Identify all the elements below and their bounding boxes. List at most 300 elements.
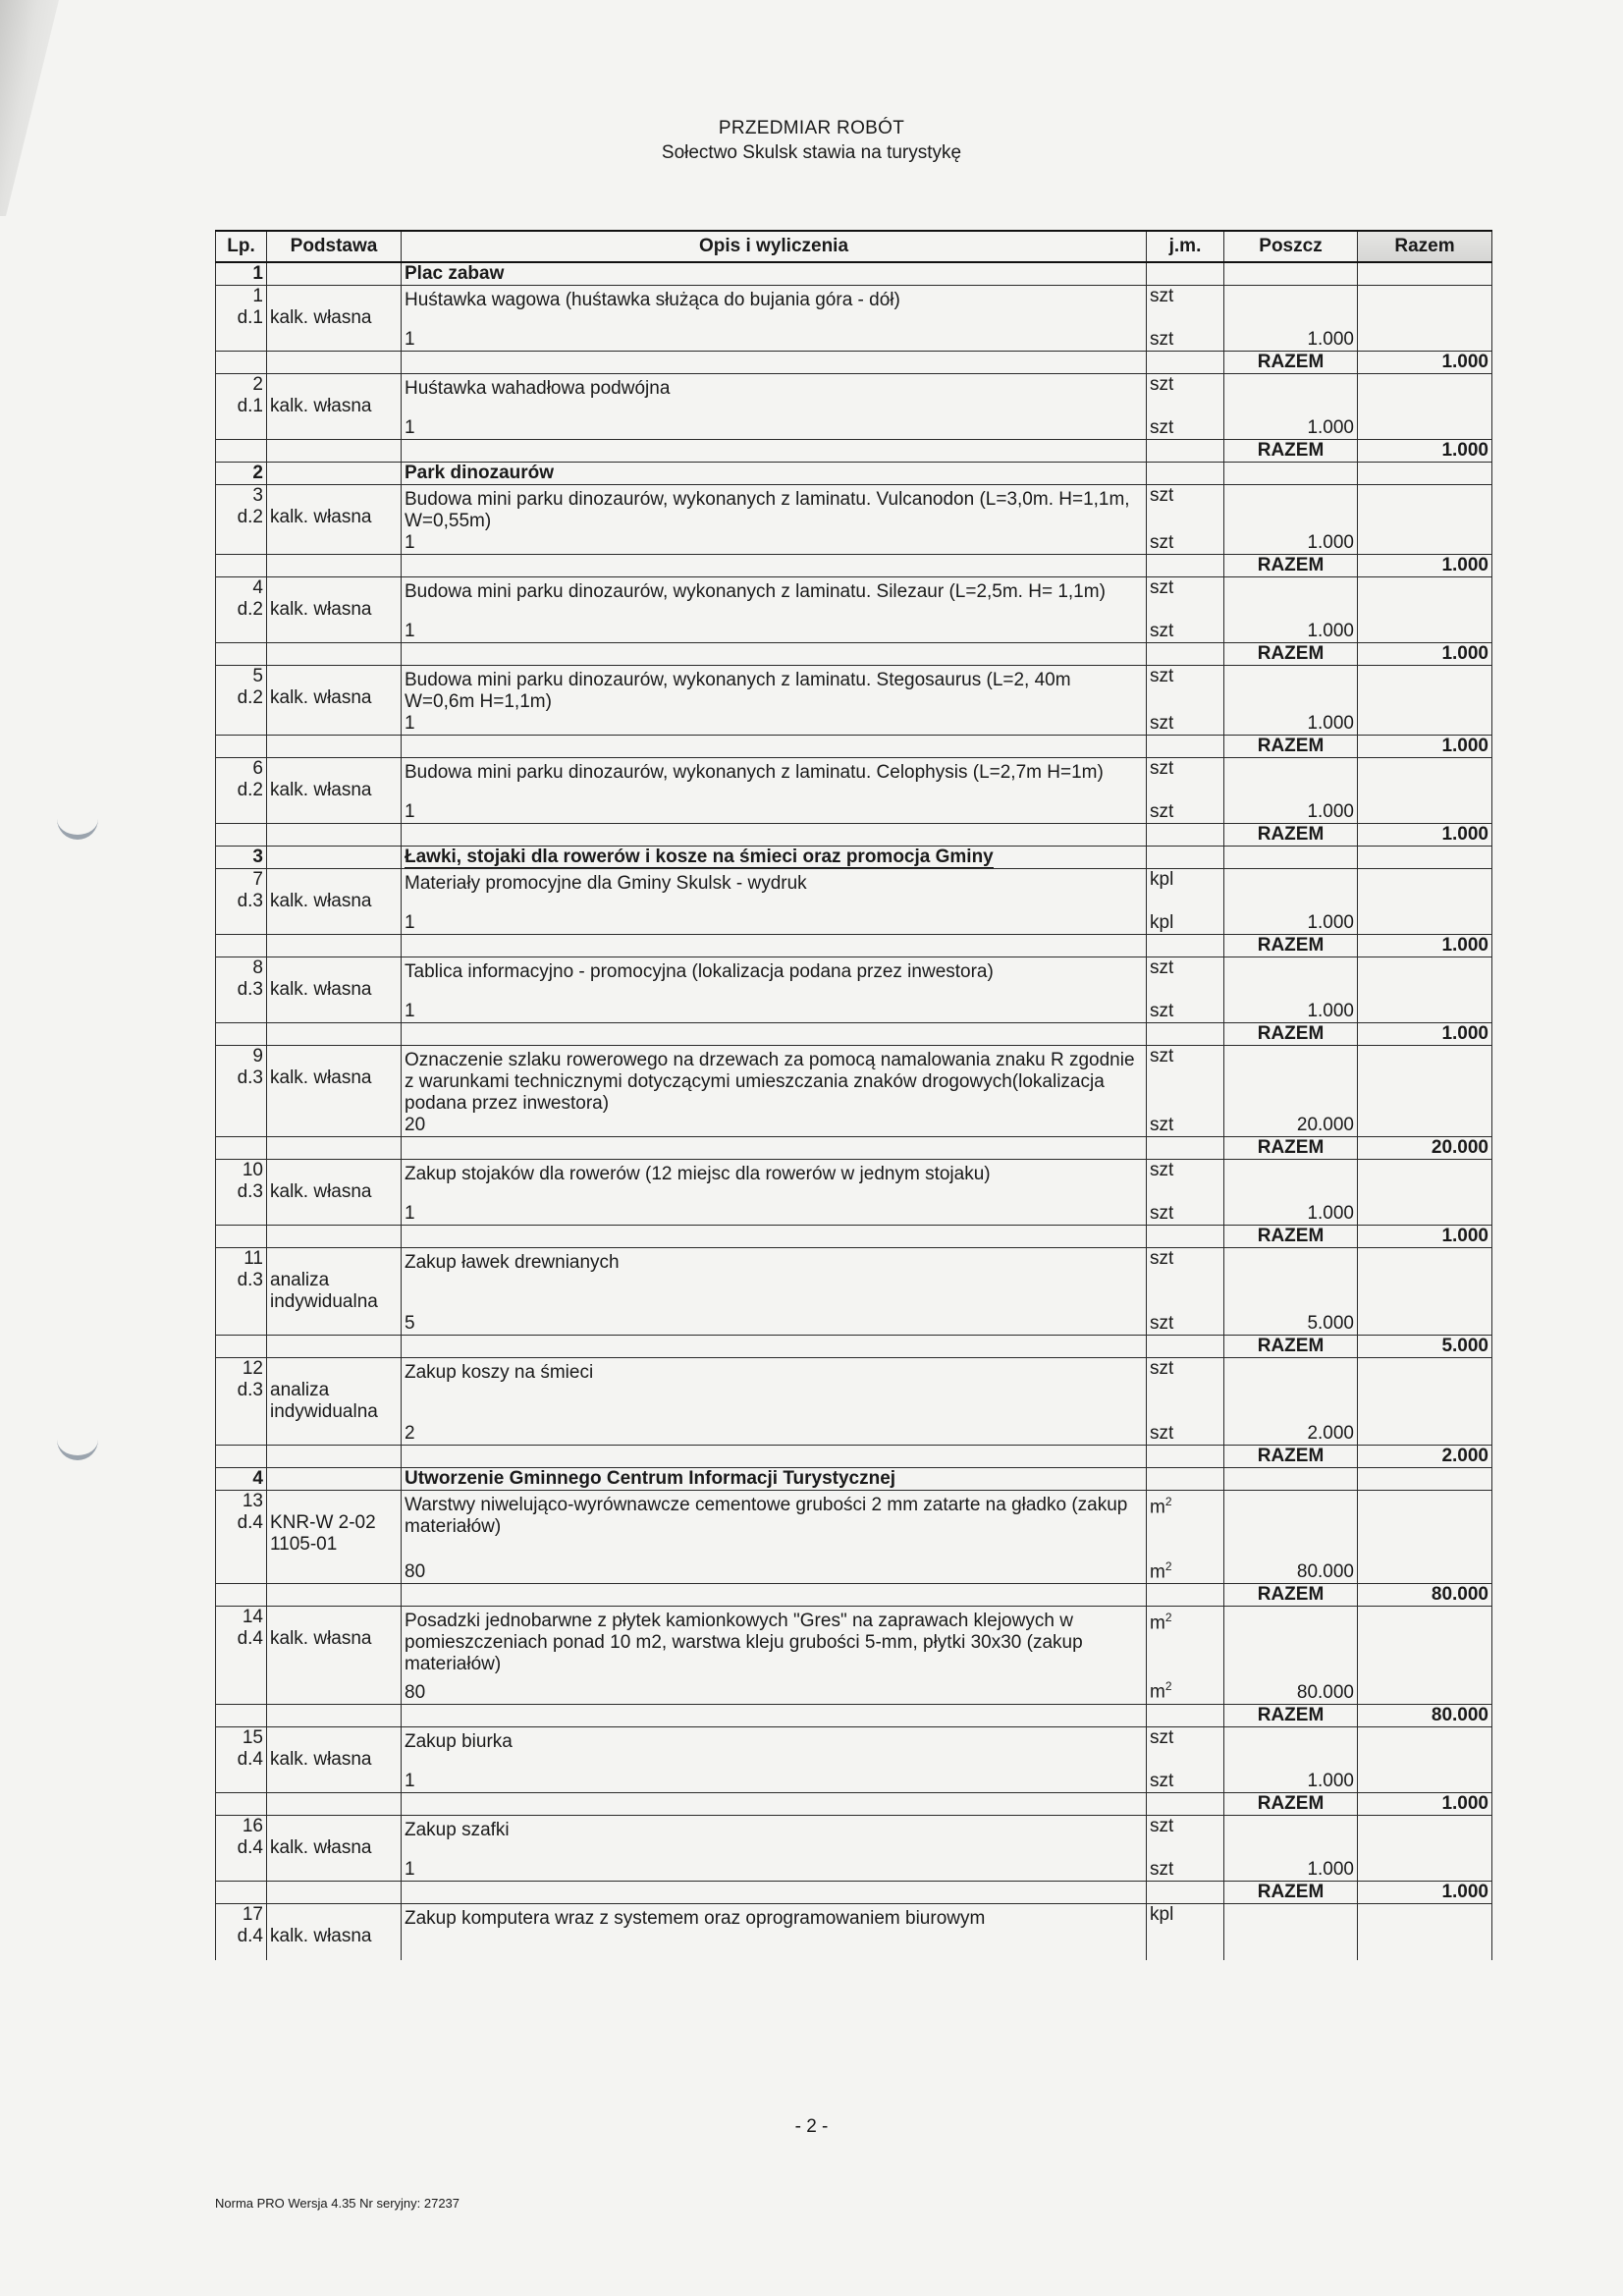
sum-label: RAZEM xyxy=(1224,1336,1358,1358)
item-quantity-expression: 20 xyxy=(402,1115,1147,1137)
sum-value: 1.000 xyxy=(1358,1226,1492,1248)
item-number xyxy=(216,758,267,802)
empty-cell xyxy=(216,1771,267,1793)
empty-cell xyxy=(1358,1358,1492,1424)
empty-cell xyxy=(1147,1226,1224,1248)
item-chapter: d.4 xyxy=(237,1836,263,1858)
item-lp: 11 xyxy=(243,1248,263,1269)
sum-row xyxy=(216,935,1492,957)
software-footer: Norma PRO Wersja 4.35 Nr seryjny: 27237 xyxy=(215,2196,460,2211)
empty-cell xyxy=(1224,1468,1358,1491)
empty-cell xyxy=(267,1704,402,1726)
empty-cell xyxy=(402,352,1147,374)
sum-label: RAZEM xyxy=(1224,352,1358,374)
item-quantity-expression: 1 xyxy=(402,1859,1147,1882)
item-lp: 9 xyxy=(252,1046,263,1066)
empty-cell xyxy=(1358,1726,1492,1771)
item-unit: szt xyxy=(1147,374,1224,418)
item-basis-text: kalk. własna xyxy=(270,780,372,800)
quantity-poszcz: 80.000 xyxy=(1224,1675,1358,1704)
item-basis-text: kalk. własna xyxy=(270,507,372,527)
item-description: Zakup komputera wraz z systemem oraz oprogramowaniem biurowym xyxy=(402,1903,1147,1960)
item-quantity-expression: 5 xyxy=(402,1313,1147,1336)
quantity-unit: szt xyxy=(1147,532,1224,555)
table-header-row xyxy=(216,231,1492,262)
empty-cell xyxy=(1224,374,1358,418)
unit-text: m xyxy=(1150,1613,1165,1634)
empty-cell xyxy=(1147,262,1224,286)
quantity-unit: szt xyxy=(1147,1001,1224,1023)
item-description: Budowa mini parku dinozaurów, wykonanych z laminatu. Celophysis (L=2,7m H=1m) xyxy=(402,758,1147,802)
section-row xyxy=(216,847,1492,869)
item-lp: 6 xyxy=(252,758,263,779)
sum-label: RAZEM xyxy=(1224,824,1358,847)
sum-label: RAZEM xyxy=(1224,1137,1358,1160)
sum-label: RAZEM xyxy=(1224,643,1358,666)
empty-cell xyxy=(1224,869,1358,913)
empty-cell xyxy=(1224,666,1358,714)
empty-cell xyxy=(216,1556,267,1584)
document-subtitle: Sołectwo Skulsk stawia na turystykę xyxy=(661,142,962,163)
section-row xyxy=(216,1468,1492,1491)
item-lp: 5 xyxy=(252,666,263,686)
sum-row xyxy=(216,1336,1492,1358)
section-number: 3 xyxy=(216,847,267,869)
empty-cell xyxy=(1358,621,1492,643)
empty-cell xyxy=(1358,577,1492,622)
item-row xyxy=(216,1815,1492,1859)
document-title: PRZEDMIAR ROBÓT xyxy=(718,118,905,138)
empty-cell xyxy=(402,440,1147,463)
empty-cell xyxy=(267,1001,402,1023)
empty-cell xyxy=(402,1584,1147,1607)
section-title: Park dinozaurów xyxy=(402,463,1147,485)
item-description: Huśtawka wahadłowa podwójna xyxy=(402,374,1147,418)
item-basis xyxy=(267,577,402,622)
item-basis xyxy=(267,286,402,330)
item-number xyxy=(216,1358,267,1424)
column-header-opis: Opis i wyliczenia xyxy=(402,231,1147,262)
empty-cell xyxy=(216,1675,267,1704)
item-chapter: d.2 xyxy=(237,599,263,620)
empty-cell xyxy=(216,912,267,935)
item-unit: kpl xyxy=(1147,869,1224,913)
item-row xyxy=(216,374,1492,418)
empty-cell xyxy=(1147,935,1224,957)
section-title-text: Ławki, stojaki dla rowerów i kosze na śmieci oraz promocja Gminy xyxy=(405,847,994,867)
item-quantity-expression: 1 xyxy=(402,621,1147,643)
sum-label: RAZEM xyxy=(1224,1023,1358,1046)
empty-cell xyxy=(1224,286,1358,330)
sum-value: 20.000 xyxy=(1358,1137,1492,1160)
empty-cell xyxy=(1358,262,1492,286)
empty-cell xyxy=(267,1203,402,1226)
empty-cell xyxy=(1147,1468,1224,1491)
item-chapter: d.2 xyxy=(237,507,263,527)
item-row xyxy=(216,1046,1492,1116)
empty-cell xyxy=(1147,643,1224,666)
item-quantity-expression: 1 xyxy=(402,801,1147,824)
empty-cell xyxy=(216,1446,267,1468)
quantity-unit: szt xyxy=(1147,329,1224,352)
empty-cell xyxy=(216,1792,267,1815)
empty-cell xyxy=(216,801,267,824)
item-row xyxy=(216,286,1492,330)
empty-cell xyxy=(1224,847,1358,869)
quantity-unit: szt xyxy=(1147,1771,1224,1793)
quantity-poszcz: 1.000 xyxy=(1224,1203,1358,1226)
empty-cell xyxy=(1358,1313,1492,1336)
empty-cell xyxy=(216,643,267,666)
quantity-poszcz: 1.000 xyxy=(1224,329,1358,352)
item-row xyxy=(216,1358,1492,1424)
sum-row xyxy=(216,1792,1492,1815)
item-lp: 8 xyxy=(252,957,263,978)
sum-row xyxy=(216,643,1492,666)
empty-cell xyxy=(267,352,402,374)
unit-text: m xyxy=(1150,1681,1165,1703)
empty-cell xyxy=(1358,374,1492,418)
quantity-row xyxy=(216,621,1492,643)
empty-cell xyxy=(1358,1815,1492,1859)
item-description: Warstwy niwelująco-wyrównawcze cementowe grubości 2 mm zatarte na gładko (zakup materiałów) xyxy=(402,1491,1147,1557)
item-description: Zakup ławek drewnianych xyxy=(402,1248,1147,1314)
item-row xyxy=(216,869,1492,913)
empty-cell xyxy=(267,329,402,352)
item-lp: 13 xyxy=(242,1491,263,1511)
empty-cell xyxy=(216,532,267,555)
empty-cell xyxy=(1358,329,1492,352)
empty-cell xyxy=(216,1336,267,1358)
quantity-poszcz: 1.000 xyxy=(1224,1001,1358,1023)
item-unit: szt xyxy=(1147,957,1224,1002)
quantity-row xyxy=(216,1115,1492,1137)
empty-cell xyxy=(402,1704,1147,1726)
item-row xyxy=(216,577,1492,622)
quantity-row xyxy=(216,329,1492,352)
item-unit: szt xyxy=(1147,758,1224,802)
empty-cell xyxy=(1147,736,1224,758)
item-unit: szt xyxy=(1147,1815,1224,1859)
sum-value: 1.000 xyxy=(1358,935,1492,957)
empty-cell xyxy=(1147,1881,1224,1903)
item-description: Zakup biurka xyxy=(402,1726,1147,1771)
item-unit: $m^2$ xyxy=(1147,1607,1224,1676)
empty-cell xyxy=(267,912,402,935)
empty-cell xyxy=(1358,869,1492,913)
empty-cell xyxy=(216,352,267,374)
item-basis-text: kalk. własna xyxy=(270,1067,372,1088)
item-quantity-expression: 80 xyxy=(402,1556,1147,1584)
quantity-row xyxy=(216,417,1492,440)
bill-of-quantities-table xyxy=(215,230,1492,1960)
empty-cell xyxy=(216,1023,267,1046)
empty-cell xyxy=(1224,1607,1358,1676)
empty-cell xyxy=(1358,1903,1492,1960)
empty-cell xyxy=(402,736,1147,758)
empty-cell xyxy=(267,555,402,577)
item-basis-text: kalk. własna xyxy=(270,1181,372,1202)
item-basis xyxy=(267,1248,402,1314)
item-quantity-expression: 1 xyxy=(402,532,1147,555)
empty-cell xyxy=(1358,1115,1492,1137)
sum-label: RAZEM xyxy=(1224,555,1358,577)
item-basis xyxy=(267,374,402,418)
empty-cell xyxy=(402,1023,1147,1046)
empty-cell xyxy=(216,713,267,736)
sum-value: 1.000 xyxy=(1358,643,1492,666)
item-basis-text: kalk. własna xyxy=(270,1628,372,1650)
item-quantity-expression: 1 xyxy=(402,912,1147,935)
quantity-poszcz: 1.000 xyxy=(1224,532,1358,555)
sum-row xyxy=(216,736,1492,758)
item-quantity-expression: 1 xyxy=(402,713,1147,736)
empty-cell xyxy=(1224,1160,1358,1204)
empty-cell xyxy=(1147,1792,1224,1815)
empty-cell xyxy=(267,1446,402,1468)
empty-cell xyxy=(267,824,402,847)
item-quantity-expression: 1 xyxy=(402,1203,1147,1226)
quantity-poszcz: 20.000 xyxy=(1224,1115,1358,1137)
empty-cell xyxy=(1358,912,1492,935)
sum-label: RAZEM xyxy=(1224,1792,1358,1815)
quantity-unit: szt xyxy=(1147,417,1224,440)
empty-cell xyxy=(1358,1771,1492,1793)
sum-value: 80.000 xyxy=(1358,1704,1492,1726)
quantity-unit: $m^2$ xyxy=(1147,1675,1224,1704)
item-chapter: d.3 xyxy=(237,891,263,911)
sum-label: RAZEM xyxy=(1224,1446,1358,1468)
quantity-row xyxy=(216,801,1492,824)
empty-cell xyxy=(1147,824,1224,847)
empty-cell xyxy=(1224,577,1358,622)
item-basis-text: kalk. własna xyxy=(270,1748,372,1770)
item-lp: 12 xyxy=(242,1358,263,1379)
sum-value: 1.000 xyxy=(1358,1023,1492,1046)
item-basis-text: kalk. własna xyxy=(270,307,372,328)
empty-cell xyxy=(267,736,402,758)
sum-row xyxy=(216,1023,1492,1046)
item-chapter: d.3 xyxy=(237,1181,263,1202)
sum-row xyxy=(216,352,1492,374)
empty-cell xyxy=(402,1226,1147,1248)
item-lp: 3 xyxy=(252,485,263,506)
quantity-row xyxy=(216,1556,1492,1584)
empty-cell xyxy=(1147,1336,1224,1358)
item-unit: szt xyxy=(1147,286,1224,330)
empty-cell xyxy=(267,417,402,440)
empty-cell xyxy=(402,824,1147,847)
item-quantity-expression: 1 xyxy=(402,1771,1147,1793)
empty-cell xyxy=(267,1771,402,1793)
empty-cell xyxy=(1224,758,1358,802)
item-description: Budowa mini parku dinozaurów, wykonanych z laminatu. Vulcanodon (L=3,0m. H=1,1m, W=0,55m) xyxy=(402,485,1147,533)
item-description: Budowa mini parku dinozaurów, wykonanych z laminatu. Silezaur (L=2,5m. H= 1,1m) xyxy=(402,577,1147,622)
sum-label: RAZEM xyxy=(1224,1226,1358,1248)
empty-cell xyxy=(1147,352,1224,374)
empty-cell xyxy=(1358,1046,1492,1116)
empty-cell xyxy=(267,1313,402,1336)
quantity-row xyxy=(216,1203,1492,1226)
sum-value: 1.000 xyxy=(1358,352,1492,374)
empty-cell xyxy=(216,1584,267,1607)
item-chapter: d.3 xyxy=(237,1380,263,1400)
item-chapter: d.4 xyxy=(237,1512,263,1533)
item-lp: 14 xyxy=(242,1607,263,1628)
item-unit: szt xyxy=(1147,1726,1224,1771)
sum-value: 5.000 xyxy=(1358,1336,1492,1358)
quantity-row xyxy=(216,1771,1492,1793)
empty-cell xyxy=(216,555,267,577)
quantity-poszcz: 1.000 xyxy=(1224,912,1358,935)
empty-cell xyxy=(216,1859,267,1882)
sum-label: RAZEM xyxy=(1224,1704,1358,1726)
quantity-poszcz: 5.000 xyxy=(1224,1313,1358,1336)
item-lp: 16 xyxy=(242,1815,263,1836)
empty-cell xyxy=(1358,1556,1492,1584)
empty-cell xyxy=(1147,1704,1224,1726)
quantity-row xyxy=(216,1423,1492,1446)
item-chapter: d.4 xyxy=(237,1925,263,1946)
section-basis-empty xyxy=(267,463,402,485)
item-unit: szt xyxy=(1147,1160,1224,1204)
empty-cell xyxy=(402,1881,1147,1903)
empty-cell xyxy=(1224,1046,1358,1116)
empty-cell xyxy=(402,555,1147,577)
quantity-row xyxy=(216,1859,1492,1882)
empty-cell xyxy=(267,643,402,666)
section-title: Utworzenie Gminnego Centrum Informacji Turystycznej xyxy=(402,1468,1147,1491)
empty-cell xyxy=(1147,847,1224,869)
item-row xyxy=(216,957,1492,1002)
empty-cell xyxy=(267,1336,402,1358)
quantity-unit: szt xyxy=(1147,1423,1224,1446)
item-chapter: d.1 xyxy=(237,307,263,328)
item-chapter: d.3 xyxy=(237,979,263,1000)
empty-cell xyxy=(1358,1859,1492,1882)
empty-cell xyxy=(1358,957,1492,1002)
item-basis-text: kalk. własna xyxy=(270,687,372,708)
quantity-unit: kpl xyxy=(1147,912,1224,935)
item-row xyxy=(216,1903,1492,1960)
empty-cell xyxy=(216,440,267,463)
section-basis-empty xyxy=(267,1468,402,1491)
quantity-poszcz: 1.000 xyxy=(1224,1771,1358,1793)
empty-cell xyxy=(1224,1726,1358,1771)
item-row xyxy=(216,666,1492,714)
empty-cell xyxy=(267,1792,402,1815)
empty-cell xyxy=(1147,1584,1224,1607)
item-chapter: d.3 xyxy=(237,1067,263,1088)
section-row xyxy=(216,262,1492,286)
item-basis xyxy=(267,1815,402,1859)
empty-cell xyxy=(267,1423,402,1446)
unit-text: m xyxy=(1150,1497,1165,1518)
item-description: Huśtawka wagowa (huśtawka służąca do bujania góra - dół) xyxy=(402,286,1147,330)
empty-cell xyxy=(267,801,402,824)
empty-cell xyxy=(1224,463,1358,485)
item-basis xyxy=(267,485,402,533)
empty-cell xyxy=(267,935,402,957)
empty-cell xyxy=(1147,440,1224,463)
empty-cell xyxy=(1358,1248,1492,1314)
quantity-unit: szt xyxy=(1147,1115,1224,1137)
item-basis-text: KNR-W 2-02 1105-01 xyxy=(270,1512,376,1555)
item-row xyxy=(216,485,1492,533)
empty-cell xyxy=(1147,1137,1224,1160)
item-unit: $m^2$ xyxy=(1147,1491,1224,1557)
item-unit: kpl xyxy=(1147,1903,1224,1960)
item-basis-text: analiza indywidualna xyxy=(270,1380,378,1422)
empty-cell xyxy=(1358,758,1492,802)
item-row xyxy=(216,1248,1492,1314)
quantity-poszcz: 1.000 xyxy=(1224,417,1358,440)
empty-cell xyxy=(216,1226,267,1248)
empty-cell xyxy=(1358,532,1492,555)
item-unit: szt xyxy=(1147,1358,1224,1424)
empty-cell xyxy=(267,1556,402,1584)
empty-cell xyxy=(216,1001,267,1023)
item-quantity-expression: 2 xyxy=(402,1423,1147,1446)
column-header-podstawa: Podstawa xyxy=(267,231,402,262)
item-basis xyxy=(267,758,402,802)
item-description: Tablica informacyjno - promocyjna (lokalizacja podana przez inwestora) xyxy=(402,957,1147,1002)
item-lp: 4 xyxy=(252,577,263,598)
item-basis-text: kalk. własna xyxy=(270,599,372,620)
item-chapter: d.3 xyxy=(237,1270,263,1290)
quantity-poszcz: 1.000 xyxy=(1224,1859,1358,1882)
quantity-row xyxy=(216,713,1492,736)
empty-cell xyxy=(267,1023,402,1046)
empty-cell xyxy=(1147,1446,1224,1468)
item-description: Zakup szafki xyxy=(402,1815,1147,1859)
quantity-row xyxy=(216,1675,1492,1704)
item-basis xyxy=(267,957,402,1002)
empty-cell xyxy=(1358,485,1492,533)
item-basis-text: kalk. własna xyxy=(270,979,372,1000)
empty-cell xyxy=(267,1675,402,1704)
empty-cell xyxy=(267,532,402,555)
item-number xyxy=(216,374,267,418)
sum-row xyxy=(216,555,1492,577)
empty-cell xyxy=(402,935,1147,957)
item-basis xyxy=(267,1903,402,1960)
empty-cell xyxy=(1358,417,1492,440)
item-number xyxy=(216,286,267,330)
section-title: Plac zabaw xyxy=(402,262,1147,286)
sum-label: RAZEM xyxy=(1224,736,1358,758)
item-number xyxy=(216,957,267,1002)
item-number xyxy=(216,1046,267,1116)
quantity-poszcz: 1.000 xyxy=(1224,713,1358,736)
section-number: 4 xyxy=(216,1468,267,1491)
item-row xyxy=(216,758,1492,802)
empty-cell xyxy=(267,621,402,643)
item-row xyxy=(216,1491,1492,1557)
quantity-unit: $m^2$ xyxy=(1147,1556,1224,1584)
empty-cell xyxy=(1358,1491,1492,1557)
sum-value: 2.000 xyxy=(1358,1446,1492,1468)
sum-value: 80.000 xyxy=(1358,1584,1492,1607)
sum-value: 1.000 xyxy=(1358,555,1492,577)
item-lp: 10 xyxy=(242,1160,263,1180)
section-number: 1 xyxy=(216,262,267,286)
item-chapter: d.4 xyxy=(237,1628,263,1650)
quantity-row xyxy=(216,532,1492,555)
item-quantity-expression: 1 xyxy=(402,1001,1147,1023)
punch-hole-mark xyxy=(57,1434,98,1460)
item-chapter: d.2 xyxy=(237,687,263,708)
